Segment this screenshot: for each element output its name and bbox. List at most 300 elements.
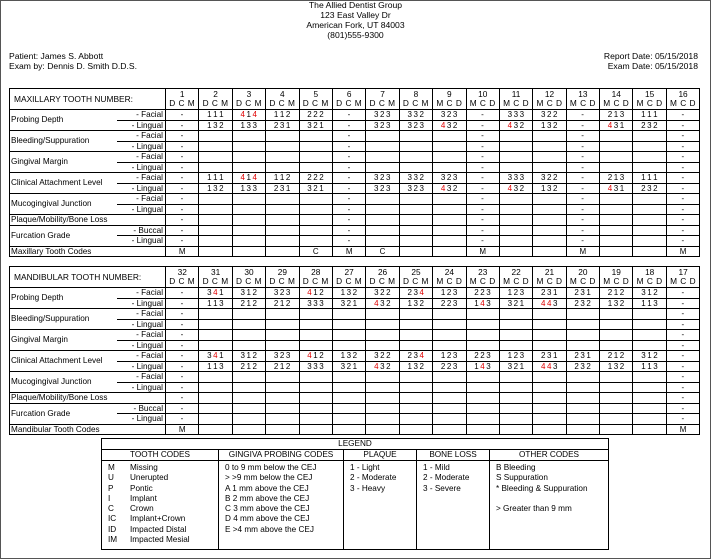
legend-item [496, 494, 608, 504]
cell-value: - [166, 110, 199, 121]
reading: 2 [446, 351, 452, 360]
cell-value [232, 382, 265, 393]
cell-value [633, 372, 666, 383]
tooth-code [633, 246, 666, 257]
tooth-number: 1 [179, 88, 185, 99]
row-sublabel: - Facial [117, 173, 166, 184]
cell-value [332, 288, 365, 299]
cell-value [600, 225, 633, 236]
cell-value [499, 288, 532, 299]
cell-value [332, 351, 365, 362]
tooth-number-11 [499, 89, 532, 110]
cell-value [399, 361, 432, 372]
reading: 1 [407, 361, 413, 371]
maxillary-row [10, 225, 700, 236]
reading: 3 [386, 173, 391, 182]
cell-value: - [666, 403, 699, 414]
row-sublabel: - Facial [117, 309, 166, 320]
reading: 1 [219, 288, 225, 297]
cell-value [499, 351, 532, 362]
reading: 3 [319, 361, 325, 371]
tooth-number-28 [299, 267, 332, 288]
cell-value: - [166, 194, 199, 205]
cell-value [266, 298, 299, 309]
reading: 1 [207, 361, 213, 371]
cell-value: - [466, 215, 499, 226]
cell-value: - [166, 204, 199, 215]
tooth-number-7 [366, 89, 399, 110]
legend-item: 2 - Moderate [350, 473, 397, 483]
cell-value [566, 298, 599, 309]
reading: 1 [313, 288, 319, 297]
reading: 3 [513, 110, 519, 119]
cell-value [499, 225, 532, 236]
patient-name: James S. Abbott [40, 51, 104, 61]
row-label: Plaque/Mobility/Bone Loss [10, 215, 117, 226]
cell-value [433, 372, 466, 383]
cell-value [433, 183, 466, 194]
cell-value [366, 351, 399, 362]
cell-value [633, 183, 666, 194]
cell-value [533, 162, 566, 173]
cell-value [466, 298, 499, 309]
site-order: D C M [369, 98, 396, 108]
reading: 1 [340, 351, 346, 360]
reading: 1 [207, 183, 213, 193]
reading: 2 [313, 120, 319, 130]
cell-value [600, 361, 633, 372]
reading: 2 [480, 288, 486, 297]
cell-value [332, 414, 365, 425]
cell-value [299, 330, 332, 341]
site-order: M C D [670, 98, 697, 108]
cell-value [499, 110, 532, 121]
cell-value [466, 414, 499, 425]
cell-value [199, 372, 232, 383]
cell-value: - [666, 393, 699, 404]
row-sublabel [117, 393, 166, 404]
legend-item: 1 - Light [350, 463, 380, 472]
cell-value [366, 194, 399, 205]
cell-value [232, 309, 265, 320]
tooth-number: 13 [578, 88, 588, 99]
cell-value [399, 236, 432, 247]
legend-items [490, 461, 608, 514]
cell-value [433, 110, 466, 121]
reading: 3 [547, 351, 552, 360]
reading: 1 [619, 183, 625, 193]
cell-value [366, 414, 399, 425]
cell-value [499, 309, 532, 320]
reading: 3 [219, 361, 225, 371]
report-date-label: Report Date: [603, 51, 653, 61]
tooth-code: M [566, 246, 599, 257]
reading: 3 [641, 288, 647, 297]
practice-street: 123 East Valley Dr [320, 10, 391, 20]
cell-value [232, 288, 265, 299]
reading: 2 [285, 173, 291, 182]
reading: 3 [240, 351, 246, 360]
cell-value [533, 225, 566, 236]
reading: 1 [207, 298, 213, 308]
site-order: D C M [402, 276, 429, 286]
reading: 2 [480, 351, 486, 360]
cell-value [266, 414, 299, 425]
tooth-number: 14 [611, 88, 621, 99]
row-sublabel: - Lingual [117, 236, 166, 247]
reading: 1 [273, 173, 279, 182]
legend-items [102, 461, 218, 545]
reading: 2 [273, 361, 279, 371]
reading: 3 [519, 351, 525, 360]
cell-value [499, 152, 532, 163]
reading: 3 [440, 110, 446, 119]
cell-value [633, 173, 666, 184]
legend-items [219, 461, 343, 535]
cell-value [399, 152, 432, 163]
tooth-number: 10 [478, 88, 488, 99]
cell-value [199, 288, 232, 299]
reading: 3 [613, 298, 619, 308]
reading: 2 [279, 351, 285, 360]
tooth-codes-label: Mandibular Tooth Codes [10, 424, 166, 435]
legend-code: M [108, 463, 115, 472]
cell-value [299, 110, 332, 121]
exam-by-name: Dennis D. Smith D.D.S. [47, 61, 137, 71]
reading: 1 [647, 298, 653, 308]
cell-value [600, 120, 633, 131]
legend-item: B 2 mm above the CEJ [225, 493, 310, 503]
reading: 2 [574, 361, 580, 371]
cell-value [199, 162, 232, 173]
cell-value [533, 330, 566, 341]
cell-value [266, 204, 299, 215]
legend-item [108, 514, 218, 524]
cell-value: - [466, 173, 499, 184]
cell-value [566, 414, 599, 425]
cell-value: - [566, 120, 599, 131]
cell-value [433, 204, 466, 215]
tooth-number: 18 [645, 266, 655, 277]
cell-value [499, 330, 532, 341]
cell-value [433, 194, 466, 205]
reading: 1 [653, 173, 659, 182]
cell-value [299, 162, 332, 173]
cell-value [366, 361, 399, 372]
cell-value [332, 382, 365, 393]
cell-value [533, 340, 566, 351]
cell-value [600, 183, 633, 194]
reading: 3 [553, 298, 558, 308]
reading: 1 [519, 361, 525, 371]
cell-value: - [166, 414, 199, 425]
reading: 2 [240, 298, 246, 308]
cell-value: - [466, 162, 499, 173]
reading: 2 [285, 361, 291, 371]
cell-value [533, 414, 566, 425]
cell-value [466, 403, 499, 414]
reading: 2 [607, 288, 613, 297]
cell-value [600, 288, 633, 299]
row-sublabel: - Lingual [117, 183, 166, 194]
cell-value [533, 131, 566, 142]
cell-value [232, 340, 265, 351]
cell-value [332, 298, 365, 309]
cell-value [566, 403, 599, 414]
reading: 2 [386, 361, 392, 371]
reading: 3 [386, 183, 391, 193]
cell-value [533, 236, 566, 247]
legend-item: 0 to 9 mm below the CEJ [225, 463, 317, 472]
reading: 2 [352, 351, 358, 360]
tooth-number-9 [433, 89, 466, 110]
cell-value: - [466, 225, 499, 236]
legend-meaning: Unerupted [130, 473, 169, 483]
reading: 3 [547, 183, 552, 193]
reading: 2 [252, 351, 258, 360]
cell-value [232, 351, 265, 362]
reading: 1 [219, 173, 225, 182]
tooth-number-27 [332, 267, 365, 288]
cell-value: - [166, 215, 199, 226]
reading: 3 [513, 183, 519, 193]
cell-value: - [466, 194, 499, 205]
reading: 1 [219, 110, 225, 119]
cell-value: - [166, 152, 199, 163]
cell-value [299, 120, 332, 131]
cell-value: - [566, 225, 599, 236]
reading: 3 [246, 183, 252, 193]
cell-value: - [566, 173, 599, 184]
tooth-number: 28 [311, 266, 321, 277]
tooth-code [232, 424, 265, 435]
cell-value: - [666, 215, 699, 226]
cell-value [366, 162, 399, 173]
reading: 3 [507, 110, 513, 119]
cell-value [232, 183, 265, 194]
tooth-number: 20 [578, 266, 588, 277]
reading: 2 [407, 351, 413, 360]
cell-value [399, 131, 432, 142]
reading: 1 [213, 298, 219, 308]
mandibular-row [10, 288, 700, 299]
tooth-code: C [366, 246, 399, 257]
cell-value [332, 340, 365, 351]
cell-value [499, 141, 532, 152]
reading: 3 [307, 361, 313, 371]
cell-value [332, 309, 365, 320]
cell-value: - [666, 288, 699, 299]
site-order: D C M [336, 98, 363, 108]
reading: 2 [419, 173, 425, 182]
cell-value [633, 194, 666, 205]
row-sublabel: - Facial [117, 152, 166, 163]
cell-value [466, 319, 499, 330]
reading: 3 [313, 361, 319, 371]
reading: 3 [440, 173, 446, 182]
cell-value [399, 298, 432, 309]
legend-item: A 1 mm above the CEJ [225, 483, 309, 493]
cell-value [600, 382, 633, 393]
site-order: D C M [169, 98, 196, 108]
cell-value [600, 236, 633, 247]
cell-value [199, 131, 232, 142]
reading: 2 [313, 183, 319, 193]
cell-value [566, 372, 599, 383]
reading: 1 [407, 298, 413, 308]
cell-value [600, 372, 633, 383]
cell-value [600, 319, 633, 330]
reading: 4 [213, 288, 219, 297]
tooth-number: 6 [346, 88, 352, 99]
row-sublabel: - Facial [117, 372, 166, 383]
cell-value [600, 393, 633, 404]
cell-value [499, 382, 532, 393]
reading: 3 [252, 120, 258, 130]
cell-value [366, 152, 399, 163]
maxillary-chart [9, 88, 700, 257]
tooth-number-22 [499, 267, 532, 288]
cell-value [633, 298, 666, 309]
reading: 3 [407, 110, 413, 119]
reading: 3 [307, 183, 313, 193]
cell-value: - [332, 110, 365, 121]
row-label: Mucogingival Junction [10, 194, 117, 215]
cell-value [266, 110, 299, 121]
cell-value: - [166, 309, 199, 320]
legend-items [344, 461, 416, 494]
legend-code: P [108, 483, 114, 493]
reading: 3 [279, 183, 285, 193]
cell-value [266, 194, 299, 205]
cell-value: - [666, 131, 699, 142]
cell-value [600, 309, 633, 320]
tooth-code [466, 424, 499, 435]
cell-value [332, 319, 365, 330]
reading: 2 [273, 183, 279, 193]
cell-value [299, 183, 332, 194]
mandibular-row [10, 372, 700, 383]
cell-value [633, 288, 666, 299]
site-order: M C D [469, 276, 496, 286]
cell-value [499, 393, 532, 404]
tooth-code [600, 246, 633, 257]
reading: 3 [619, 110, 625, 119]
cell-value [299, 393, 332, 404]
cell-value [299, 340, 332, 351]
cell-value [499, 319, 532, 330]
tooth-number: 29 [277, 266, 287, 277]
cell-value [299, 225, 332, 236]
cell-value [466, 382, 499, 393]
reading: 3 [547, 288, 552, 297]
cell-value [366, 288, 399, 299]
cell-value [232, 330, 265, 341]
tooth-number: 7 [380, 88, 385, 99]
cell-value [366, 319, 399, 330]
row-label: Probing Depth [10, 288, 117, 309]
reading: 2 [252, 361, 258, 371]
tooth-number-20 [566, 267, 599, 288]
reading: 3 [513, 173, 519, 182]
cell-value [399, 141, 432, 152]
tooth-number: 8 [413, 88, 419, 99]
cell-value [633, 351, 666, 362]
tooth-number-23 [466, 267, 499, 288]
reading: 1 [246, 298, 252, 308]
reading: 2 [446, 361, 452, 371]
reading: 1 [613, 110, 619, 119]
cell-value [466, 340, 499, 351]
cell-value [633, 403, 666, 414]
reading: 1 [340, 288, 346, 297]
tooth-number: 26 [377, 266, 388, 277]
reading: 3 [419, 183, 425, 193]
cell-value [366, 298, 399, 309]
cell-value [499, 173, 532, 184]
cell-value [499, 120, 532, 131]
mandibular-header: MANDIBULAR TOOTH NUMBER: [10, 267, 166, 288]
reading: 4 [252, 110, 258, 119]
site-order: M C D [436, 98, 463, 108]
reading: 3 [541, 173, 546, 182]
reading: 3 [519, 110, 525, 119]
cell-value [299, 236, 332, 247]
tooth-code [600, 424, 633, 435]
reading: 3 [541, 110, 546, 119]
cell-value [332, 330, 365, 341]
report-date: 05/15/2018 [654, 51, 698, 61]
reading: 3 [580, 351, 586, 360]
row-sublabel: - Facial [117, 351, 166, 362]
cell-value: - [466, 236, 499, 247]
site-order: M C D [569, 276, 596, 286]
cell-value [633, 141, 666, 152]
cell-value [232, 361, 265, 372]
reading: 3 [452, 173, 458, 182]
cell-value [600, 173, 633, 184]
cell-value [633, 152, 666, 163]
reading: 3 [613, 183, 619, 193]
cell-value [566, 361, 599, 372]
site-order: D C M [235, 98, 262, 108]
reading: 3 [413, 110, 419, 119]
cell-value [533, 351, 566, 362]
row-label: Gingival Margin [10, 152, 117, 173]
reading: 3 [647, 183, 653, 193]
site-order: M C D [569, 98, 596, 108]
reading: 3 [246, 120, 252, 130]
cell-value [199, 194, 232, 205]
reading: 3 [407, 183, 413, 193]
reading: 3 [653, 298, 659, 308]
cell-value [266, 162, 299, 173]
reading: 2 [452, 183, 458, 193]
legend-item: B Bleeding [496, 463, 536, 472]
reading: 2 [513, 288, 519, 297]
site-order: M C D [536, 98, 563, 108]
reading: 3 [513, 120, 519, 130]
maxillary-row [10, 215, 700, 226]
cell-value: - [666, 351, 699, 362]
tooth-code [533, 424, 566, 435]
tooth-number-19 [600, 267, 633, 288]
cell-value [199, 120, 232, 131]
cell-value [466, 330, 499, 341]
tooth-code [566, 424, 599, 435]
cell-value: - [466, 141, 499, 152]
cell-value: - [332, 236, 365, 247]
